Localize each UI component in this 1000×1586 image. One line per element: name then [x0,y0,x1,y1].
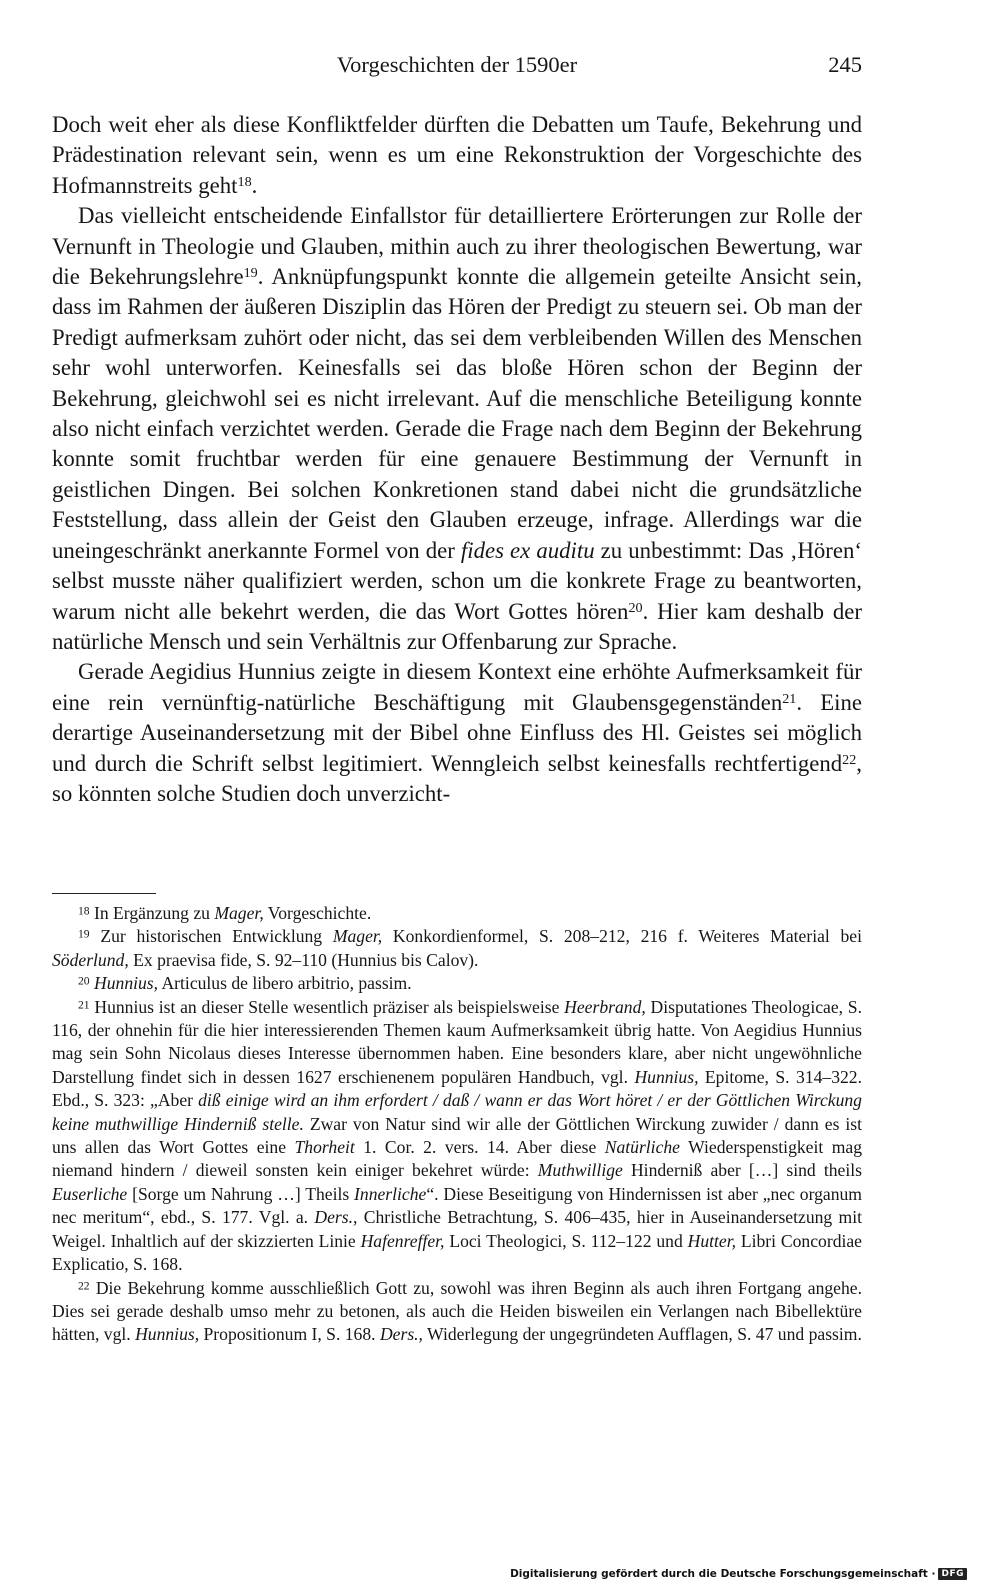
digitization-credit [510,1568,967,1580]
text-run: Disputationes Theologicae, S. 116, der ohnehin für die hier interessierenden Themen kaum Aufmerksamkeit übrig hatte. Von Aegidius Hunnius mag sein Sohn Nicolaus dieses Interesse übernommen haben. Eine besonders klare, aber nicht ungewöhnliche Darstellung findet sich in dessen 1627 erschienenem populären Handbuch, vgl. [52,996,862,1087]
text-run: 1. Cor. 2. vers. 14. Aber diese [354,1137,605,1158]
footnote-marker: 22 [842,751,857,768]
text-run: . Hier kam deshalb der natürliche Mensch und sein Verhältnis zur Offenbarung zur Sprache. [52,598,862,654]
text-run: Loci Theologici, S. 112–122 und [444,1230,688,1251]
italic-text: Söderlund, [52,949,129,970]
text-run: Gerade Aegidius Hunnius zeigte in diesem Kontext eine erhöhte Aufmerksamkeit für eine rein vernünftig-natürliche Beschäftigung mit Glaubensgegenständen [52,659,862,715]
text-run: Articulus de libero arbitrio, passim. [158,973,412,994]
footnote-21 [52,996,862,1277]
text-run: Christliche Betrachtung, S. 406–435, hier in Auseinandersetzung mit Weigel. Inhaltlich auf der skizzierten Linie [52,1207,862,1251]
italic-text: Euserliche [52,1183,128,1204]
text-run: Das vielleicht entscheidende Einfallstor für detailliertere Erörterungen zur Rolle der Vernunft in Theologie und Glauben, mithin auch zu ihrer theologischen Bewertung, war die Bekehrungslehre [52,203,862,290]
italic-text: Innerliche [354,1183,427,1204]
text-run: , so könnten solche Studien doch unverzicht- [52,750,862,806]
footnote-marker: 20 [628,599,643,616]
italic-text: Hunnius, [634,1066,699,1087]
italic-text: Thorheit [294,1137,355,1158]
text-run: Propositionum I, S. 168. [199,1324,380,1345]
paragraph-3 [52,657,862,809]
footnote-18 [52,902,862,925]
footnote-marker: 18 [237,173,252,190]
text-run: Zwar von Natur sind wir alle der Göttlichen Wirckung zuwider / dann es ist uns allen das Wort Gottes eine [52,1113,862,1158]
main-text [52,110,862,809]
italic-text: Mager, [332,926,383,947]
text-run: Doch weit eher als diese Konfliktfelder dürften die Debatten um Taufe, Bekehrung und Prädestination relevant sein, wenn es um eine Rekonstruktion der Vorgeschichte des Hofmannstreits geht [52,112,862,198]
text-run: Vorgeschichte. [263,903,372,923]
running-title: Vorgeschichten der 1590er [336,52,578,77]
text-run: Widerlegung der ungegründeten Aufflagen, S. 47 und passim. [422,1324,862,1345]
text-run: Wiederspenstigkeit mag niemand hindern / dieweil sonsten kein einiger bekehret würde: [52,1137,863,1181]
italic-text: Heerbrand, [564,996,646,1017]
italic-text: Hafenreffer, [360,1230,445,1251]
italic-text: Muthwillige [537,1160,623,1181]
italic-text: Hunnius, [94,973,159,994]
text-run: Konkordienformel, S. 208–212, 216 f. Weiteres Material bei [382,926,862,947]
italic-text: fides ex auditu [460,537,595,563]
text-run: Zur historischen Entwicklung [89,926,333,947]
italic-text: Ders., [379,1324,423,1345]
running-header [52,52,862,86]
text-run: Ex praevisa fide, S. 92–110 (Hunnius bis Calov). [128,949,479,970]
footnote-marker: 21 [782,690,797,707]
paragraph-2 [52,201,862,657]
dfg-logo: DFG [938,1568,967,1580]
footnote-marker: 19 [243,264,258,281]
footnote-19 [52,925,862,972]
footnote-marker: 22 [78,1279,90,1293]
footnote-marker: 19 [78,928,90,941]
italic-text: Mager, [214,903,264,923]
text-run: Hinderniß aber […] sind theils [622,1160,862,1181]
page-number: 245 [828,52,862,77]
italic-text: Hunnius, [135,1324,200,1345]
italic-text: Natürliche [604,1137,680,1158]
text-run: Libri Concordiae Explicatio, S. 168. [52,1230,862,1275]
text-run: “. Diese Beseitigung von Hindernissen ist aber „nec organum nec meritum“, ebd., S. 177. Vgl. a. [52,1183,862,1228]
text-run: In Ergänzung zu [89,903,215,923]
text-run: Hunnius ist an dieser Stelle wesentlich präziser als beispielsweise [89,996,565,1017]
text-run: Die Bekehrung komme ausschließlich Gott zu, sowohl was ihren Beginn als auch ihren Fortgang angehe. Dies sei gerade deshalb umso mehr zu betonen, als auch die Heiden bisweilen ein Verlangen nach Bibellektüre hätten, vgl. [52,1277,862,1345]
text-run: . Anknüpfungspunkt konnte die allgemein geteilte Ansicht sein, dass im Rahmen der äußeren Disziplin das Hören der Predigt zu steuern sei. Ob man der Predigt aufmerksam zuhört oder nicht, das sei dem verbleibenden Willen des Menschen sehr wohl unterworfen. Keinesfalls sei das bloße Hören schon der Beginn der Bekehrung, gleichwohl sei es nicht irrelevant. Auf die menschliche Beteiligung konnte also nicht einfach verzichtet werden. Gerade die Frage nach dem Beginn der Bekehrung konnte somit fruchtbar werden für eine genauere Bestimmung der Vernunft in geistlichen Dingen. Bei solchen Konkretionen stand dabei nicht die grundsätzliche Feststellung, dass allein der Geist den Glauben erzeuge, infrage. Allerdings war die uneingeschränkt anerkannte Formel von der [52,264,862,563]
paragraph-1 [52,110,862,201]
italic-text: diß einige wird an ihm erfordert / daß / wann er das Wort höret / er der Göttlichen Wirckung keine muthwillige Hinderniß stelle. [52,1090,862,1134]
italic-text: Ders., [314,1207,358,1228]
footnote-20 [52,972,862,995]
text-run: [Sorge um Nahrung …] Theils [127,1183,355,1204]
footnote-separator [52,893,156,894]
footnote-marker: 21 [78,998,90,1012]
italic-text: Hutter, [687,1230,737,1251]
credit-text: Digitalisierung gefördert durch die Deutsche Forschungsgemeinschaft · [510,1568,936,1580]
footnote-22 [52,1277,862,1347]
footnote-marker: 18 [78,904,90,918]
footnote-marker: 20 [78,974,90,988]
text-run: . [251,172,258,198]
text-run: . Eine derartige Auseinandersetzung mit der Bibel ohne Einfluss des Hl. Geistes sei möglich und durch die Schrift selbst legitimiert. Wenngleich selbst keinesfalls rechtfertigend [52,689,862,776]
text-run: zu unbestimmt: Das ‚Hören‘ selbst musste näher qualifiziert werden, schon um die konkrete Frage zu beantworten, warum nicht alle bekehrt werden, die das Wort Gottes hören [52,537,863,624]
text-run: Epitome, S. 314–322. Ebd., S. 323: „Aber [52,1066,862,1111]
footnotes [52,902,862,1347]
